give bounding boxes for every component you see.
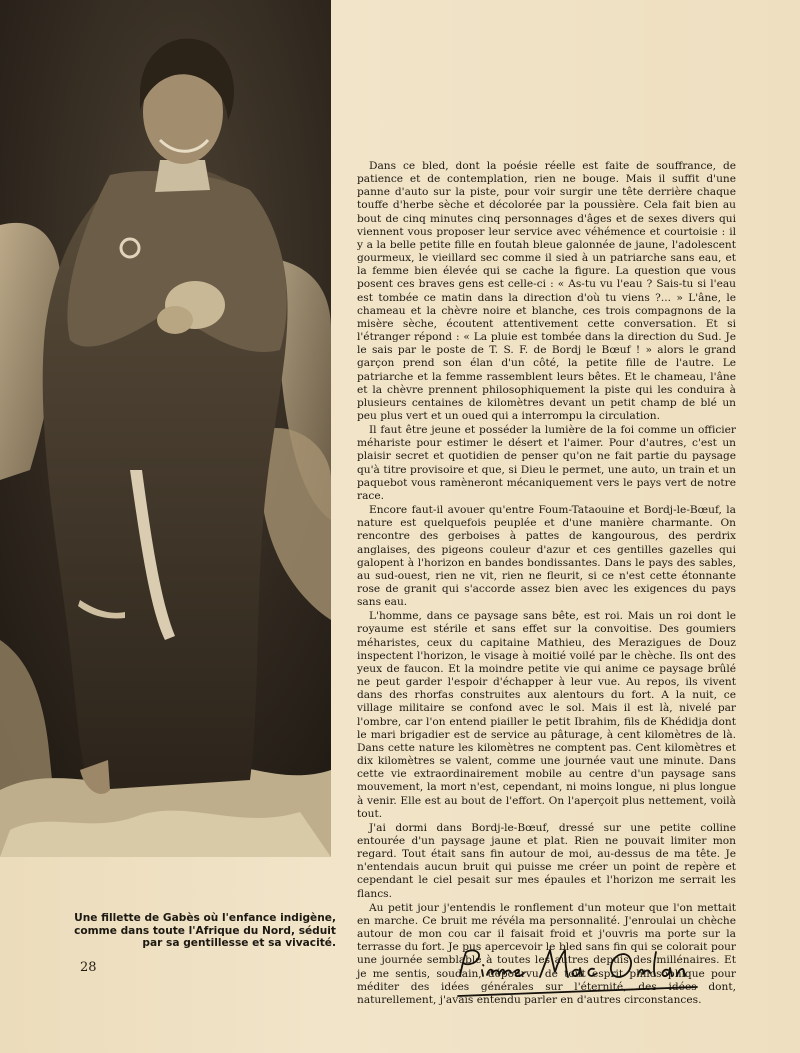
article-paragraph-2: Il faut être jeune et posséder la lumière de la foi comme un officier méhariste pour estimer le désert et l'aimer. Pour d'autres, c'est un plaisir secret et quotidien de penser qu'on ne fait partie du paysage qu'à titre provisoire et que, si Dieu le permet, une auto, un train et un paquebot vous ramèneront mécaniquement vers le pays vert de notre race. [357,424,736,502]
article-body [357,160,736,1008]
article-paragraph-5: J'ai dormi dans Bordj-le-Bœuf, dressé sur une petite colline entourée d'un paysage jaune et plat. Rien ne pouvait limiter mon regard. Tout était sans fin autour de moi, au-dessus de ma tête. Je n'entendais aucun bruit qui puisse me créer un point de repère et cependant le ciel pesait sur mes épaules et l'horizon me serrait les flancs. [357,821,736,900]
article-paragraph-1: Dans ce bled, dont la poésie réelle est faite de souffrance, de patience et de contemplation, rien ne bouge. Mais il suffit d'une panne d'auto sur la piste, pour voir surgir une tête derrière chaque touffe d'herbe sèche et décolorée par la poussière. Cela fait bien au bout de cinq minutes cinq personnages d'âges et de sexes divers qui viennent vous proposer leur service avec véhémence et courtoisie : il y a la belle petite fille en foutah bleue galonnée de jaune, l'adolescent gourmeux, le vieillard sec comme il sied à un patriarche sans eau, et la femme bien élevée qui se cache la figure. La question que vous posent ces braves gens est celle-ci : « As-tu vu l'eau ? Sais-tu si l'eau est tombée ce matin dans la direction d'où tu viens ?... » L'âne, le chameau et la chèvre noire et blanche, ces trois compagnons de la misère sèche, écoutent attentivement cette conversation. Et si l'étranger répond : « La pluie est tombée dans la direction du Sud. Je le sais par le poste de T. S. F. de Bordj le Bœuf ! » alors le grand garçon prend son élan d'un côté, la petite fille de l'autre. Le patriarche et la femme rassemblent leurs bêtes. Et le chameau, l'âne et la chèvre prennent philosophiquement la piste qui les conduira à plusieurs centaines de kilomètres devant un petit champ de blé un peu plus vert et un oued qui a interrompu la circulation. [357,160,736,422]
page-number: 28 [80,960,97,975]
photograph-girl-of-gabes [0,0,331,857]
article-paragraph-3: Encore faut-il avouer qu'entre Foum-Tataouine et Bordj-le-Bœuf, la nature est quelquefois peuplée et d'une manière charmante. On rencontre des gerboises à pattes de kangourous, des perdrix anglaises, des pigeons couleur d'azur et ces gentilles gazelles qui galopent à l'horizon en bandes bondissantes. Dans le pays des sables, au sud-ouest, rien ne vit, rien ne fleurit, si ce n'est cette étonnante rose de granit qui s'accorde assez bien avec les exigences du pays sans eau. [357,504,736,609]
photo-caption: Une fillette de Gabès où l'enfance indigène, comme dans toute l'Afrique du Nord, séduit par sa gentillesse et sa vivacité. [74,912,336,950]
photo-illustration [0,0,331,857]
author-signature [452,944,712,1004]
handwritten-signature-image [452,944,712,1004]
article-paragraph-6: Au petit jour j'entendis le ronflement d'un moteur que l'on mettait en marche. Ce bruit me révéla ma personnalité. J'enroulai un chèche autour de mon cou car il faisait froid et j'ouvris ma porte sur la terrasse du fort. Je pus apercevoir le bled sans fin qui se colorait pour une journée semblable à toutes les autres depuis des millénaires. Et je me sentis, soudain, dépourvu de tout esprit philosophique pour méditer des idées générales sur l'éternité, des idées dont, naturellement, j'avais entendu parler en d'autres circonstances. [357,901,736,1006]
article-paragraph-4: L'homme, dans ce paysage sans bête, est roi. Mais un roi dont le royaume est stérile et sans effet sur la convoitise. Des goumiers méharistes, ceux du capitaine Mathieu, des Merazigues de Douz inspectent l'horizon, le visage à moitié voilé par le chèche. Ils ont des yeux de faucon. Et la moindre petite vie qui anime ce paysage brûlé ne peut garder l'espoir d'échapper à leur vue. Au repos, ils vivent dans des rhorfas construites aux alentours du fort. A la nuit, ce village militaire se confond avec le sol. Mais il est là, nivelé par l'ombre, car l'on entend piailler le petit Ibrahim, fils de Khédidja dont le mari brigadier est de service au pâturage, à cent kilomètres de là. Dans cette nature les kilomètres ne comptent pas. Cent kilomètres et dix kilomètres se valent, comme une journée vaut une minute. Dans cette vie extraordinairement mobile au centre d'un paysage sans mouvement, la mort n'est, cependant, ni moins longue, ni plus longue à venir. Elle est au bout de l'effort. On l'aperçoit plus nettement, voilà tout. [357,610,736,820]
